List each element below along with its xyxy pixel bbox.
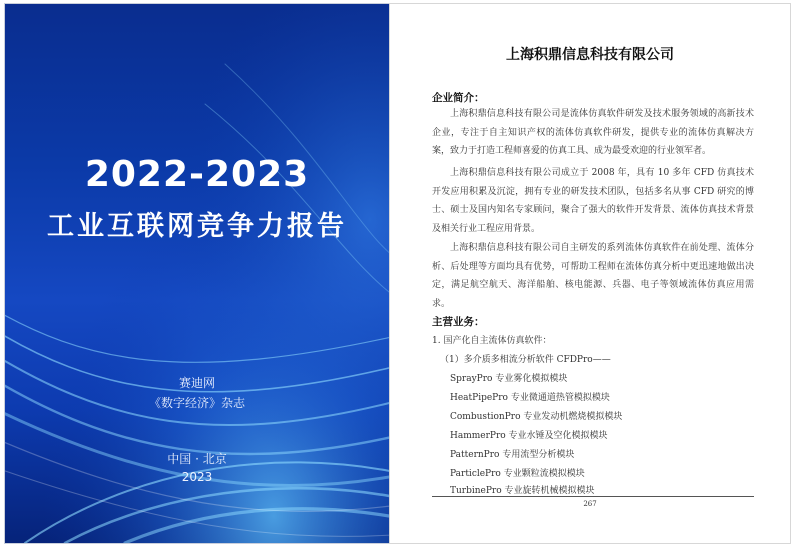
cover-magazine: 《数字经济》杂志 bbox=[148, 396, 245, 410]
page-number: 267 bbox=[583, 500, 597, 508]
business-item: HammerPro 专业水锤及空化模拟模块 bbox=[450, 431, 608, 441]
business-item: PatternPro 专用流型分析模块 bbox=[450, 450, 575, 460]
business-heading: 主营业务： bbox=[432, 316, 485, 328]
cover-publisher: 赛迪网 bbox=[178, 376, 215, 390]
report-cover bbox=[5, 4, 389, 543]
intro-paragraph: 上海积鼎信息科技有限公司自主研发的系列流体仿真软件在前处理、流体分析、后处理等方面均具有优势，可帮助工程师在流体仿真分析中更迅速地做出决定，满足航空航天、海洋船舶、核电能源、兵器、电子等领域流体仿真应用需求。 bbox=[432, 243, 754, 309]
cover-title-report-name: 工业互联网竞争力报告 bbox=[47, 211, 347, 242]
business-item: CombustionPro 专业发动机燃烧模拟模块 bbox=[450, 412, 623, 422]
business-item: SprayPro 专业雾化模拟模块 bbox=[450, 374, 568, 384]
cover-location: 中国 · 北京 bbox=[167, 452, 227, 466]
footer-rule bbox=[432, 496, 754, 497]
cover-title-years: 2022-2023 bbox=[84, 154, 310, 195]
intro-paragraph: 上海积鼎信息科技有限公司是流体仿真软件研发及技术服务领域的高新技术企业，专注于自主知识产权的流体仿真软件研发，提供专业的流体仿真解决方案，致力于打造工程师喜爱的仿真工具、成为最受欢迎的行业领军者。 bbox=[432, 109, 754, 156]
business-item: 1. 国产化自主流体仿真软件： bbox=[432, 336, 552, 346]
business-item: HeatPipePro 专业微通道热管模拟模块 bbox=[450, 393, 610, 403]
business-item: TurbinePro 专业旋转机械模拟模块 bbox=[450, 486, 595, 496]
intro-heading: 企业简介： bbox=[432, 92, 485, 104]
company-title: 上海积鼎信息科技有限公司 bbox=[506, 47, 674, 63]
cover-year: 2023 bbox=[181, 470, 213, 484]
intro-paragraph: 上海积鼎信息科技有限公司成立于 2008 年，具有 10 多年 CFD 仿真技术开发应用积累及沉淀，拥有专业的研发技术团队，包括多名从事 CFD 研究的博士、硕士及国内知名专家顾问，聚合了强大的软件开发背景、流体仿真技术背景及相关行业工程应用背景。 bbox=[432, 168, 754, 234]
business-item: ParticlePro 专业颗粒流模拟模块 bbox=[450, 469, 585, 479]
business-item: （1）多介质多相流分析软件 CFDPro—— bbox=[440, 355, 611, 365]
company-profile-page bbox=[390, 4, 790, 543]
